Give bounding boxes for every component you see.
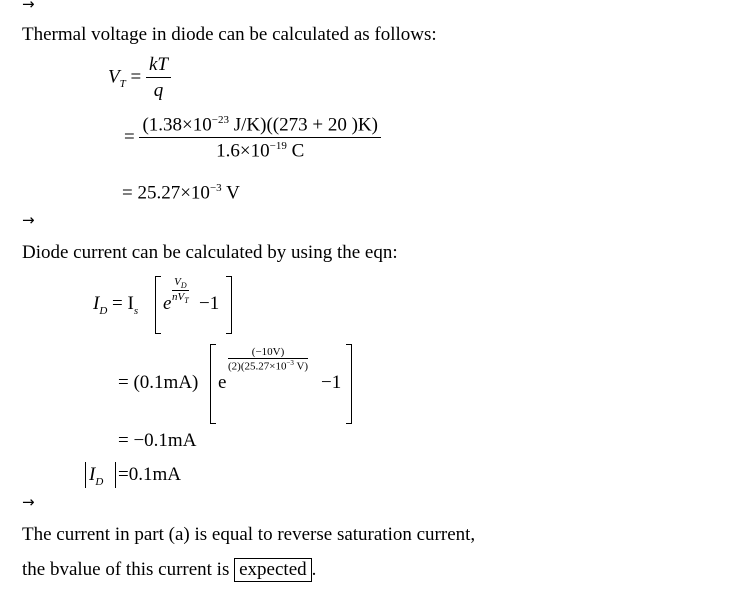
exp-term: e [163,293,172,314]
diode-current-result: = −0.1mA [118,430,197,451]
exp-fraction-2: $\frac{(-10V)}{(2)(25.27\times 10^{-3} V)}$ [228,346,309,373]
thermal-voltage-formula: $V_T$ = $\frac{kT}{q}$ [108,54,171,102]
vt-fraction: $\frac{kT}{q}$ [146,54,171,102]
answer-box: expected [234,558,312,582]
step-arrow-2: → [22,211,35,229]
right-bracket-2 [346,344,352,424]
conclusion-line-1: The current in part (a) is equal to reverse saturation current, [22,524,476,545]
thermal-voltage-intro: Thermal voltage in diode can be calculated as follows: [22,24,437,45]
diode-current-sub-prefix: = (0.1mA) [118,372,199,393]
left-bracket [155,276,161,334]
conclusion-line-2: the bvalue of this current is expected . [22,559,317,580]
step-arrow-1: → [22,0,35,13]
diode-current-intro: Diode current can be calculated by using the eqn: [22,242,398,263]
minus-one: −1 [199,293,220,314]
thermal-voltage-substitution: = $\frac{(1.38\times 10^{-23} J/K)((273 + 20 )K)}{1.6\times 10^{-19} C}$ [124,114,381,163]
diode-current-lhs: $I_D = I_s$ [93,293,139,317]
thermal-voltage-result: = $25.27\times 10^{-3}$ V [122,182,240,204]
exp-fraction: $\frac{V_D}{nV_T}$ [172,276,189,306]
abs-bar-right [115,462,116,488]
left-bracket-2 [210,344,216,424]
right-bracket [226,276,232,334]
vt-sub-fraction: $\frac{(1.38\times 10^{-23} J/K)((273 + 20 )K)}{1.6\times 10^{-19} C}$ [139,114,380,163]
step-arrow-3: → [22,493,35,511]
minus-one-2: −1 [321,372,342,393]
abs-bar-left [85,462,86,488]
abs-diode-current-value: =0.1mA [118,464,181,485]
exp-term-2: e [218,372,227,393]
abs-diode-current: $I_D$ [89,464,104,488]
